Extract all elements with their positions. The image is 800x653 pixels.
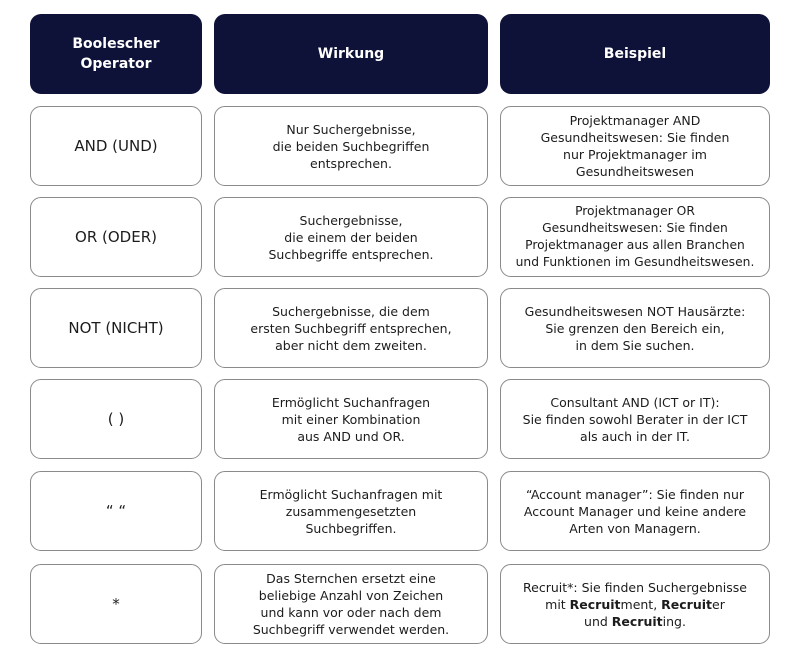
operator-cell-not xyxy=(30,288,202,368)
example-cell-and xyxy=(500,106,770,186)
effect-cell-quotes xyxy=(214,471,488,551)
example-line-3-prefix: und xyxy=(584,613,612,629)
effect-text: Ermöglicht Suchanfragen mit einer Kombination aus AND und OR. xyxy=(271,394,431,444)
effect-text: Nur Suchergebnisse, die beiden Suchbegriffen entsprechen. xyxy=(272,121,430,171)
example-cell-quotes xyxy=(500,471,770,551)
example-bold-recruit-1: Recruit xyxy=(569,596,621,612)
operator-label: OR (ODER) xyxy=(75,228,157,246)
operator-cell-and xyxy=(30,106,202,186)
effect-cell-and xyxy=(214,106,488,186)
example-cell-asterisk xyxy=(500,564,770,644)
example-cell-parentheses xyxy=(500,379,770,459)
effect-text: Suchergebnisse, die dem ersten Suchbegriff entsprechen, aber nicht dem zweiten. xyxy=(250,303,452,353)
operator-label: “ “ xyxy=(105,502,127,520)
example-text: Projektmanager AND Gesundheitswesen: Sie finden nur Projektmanager im Gesundheitswesen xyxy=(540,113,730,179)
effect-text: Ermöglicht Suchanfragen mit zusammengesetzten Suchbegriffen. xyxy=(259,486,443,536)
example-line-1: Recruit*: Sie finden Suchergebnisse xyxy=(523,579,747,595)
header-operator-label: Boolescher Operator xyxy=(72,36,160,72)
header-operator xyxy=(30,14,202,94)
example-cell-or xyxy=(500,197,770,277)
effect-cell-parentheses xyxy=(214,379,488,459)
operator-cell-asterisk xyxy=(30,564,202,644)
operator-cell-or xyxy=(30,197,202,277)
example-bold-recruit-3: Recruit xyxy=(611,613,663,629)
operator-label: NOT (NICHT) xyxy=(68,319,164,337)
effect-text: Suchergebnisse, die einem der beiden Suchbegriffe entsprechen. xyxy=(268,212,434,262)
header-example xyxy=(500,14,770,94)
operator-cell-parentheses xyxy=(30,379,202,459)
operator-label: * xyxy=(112,595,120,613)
example-text: Gesundheitswesen NOT Hausärzte: Sie grenzen den Bereich ein, in dem Sie suchen. xyxy=(524,303,746,353)
operator-label: ( ) xyxy=(107,410,125,428)
example-text: “Account manager”: Sie finden nur Account Manager und keine andere Arten von Managern. xyxy=(523,486,747,536)
header-example-label: Beispiel xyxy=(603,46,667,62)
header-effect xyxy=(214,14,488,94)
operator-label: AND (UND) xyxy=(74,137,158,155)
example-line-2-mid: ment, xyxy=(620,596,662,612)
example-line-3-suffix: ing. xyxy=(662,613,686,629)
example-cell-not xyxy=(500,288,770,368)
example-line-2-suffix: er xyxy=(712,596,725,612)
effect-cell-or xyxy=(214,197,488,277)
effect-cell-asterisk xyxy=(214,564,488,644)
example-text: Projektmanager OR Gesundheitswesen: Sie finden Projektmanager aus allen Branchen und Funktionen im Gesundheitswesen. xyxy=(515,204,755,269)
example-line-2-prefix: mit xyxy=(545,596,570,612)
example-bold-recruit-2: Recruit xyxy=(661,596,712,612)
effect-text: Das Sternchen ersetzt eine beliebige Anzahl von Zeichen und kann vor oder nach dem Suchbegriff verwendet werden. xyxy=(252,571,450,637)
header-effect-label: Wirkung xyxy=(317,46,385,62)
effect-cell-not xyxy=(214,288,488,368)
operator-cell-quotes xyxy=(30,471,202,551)
example-text xyxy=(523,579,747,630)
example-text: Consultant AND (ICT or IT): Sie finden sowohl Berater in der ICT als auch in der IT. xyxy=(522,394,748,444)
